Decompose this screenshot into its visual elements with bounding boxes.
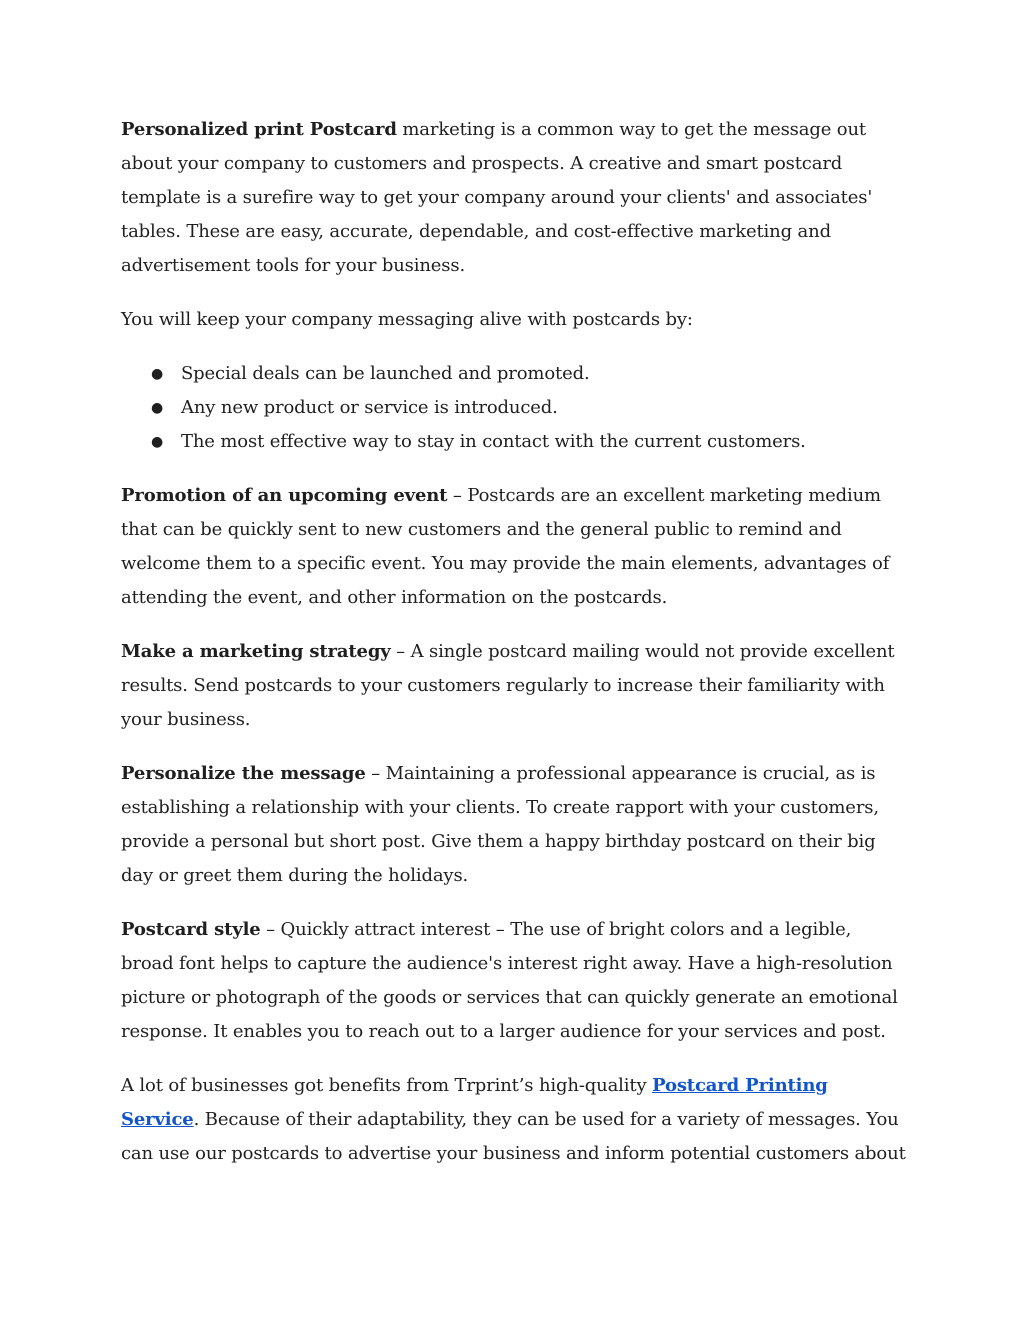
lead-paragraph: You will keep your company messaging alive with postcards by: [121,309,693,330]
bullet-icon: ● [151,366,164,382]
section-personalize-message [121,757,906,893]
intro-bold: Personalized print Postcard [121,119,397,140]
section-text: – Quickly attract interest – The use of bright colors and a legible, broad font helps to capture the audience's interest right away. Have a high-resolution picture or photograph of the goods or services that can quickly generate an emotional response. It enables you to reach out to a larger audience for your services and post. [121,919,898,1042]
list-item-text: Special deals can be launched and promoted. [181,363,590,384]
section-heading: Make a marketing strategy [121,641,391,662]
list-item [151,391,906,425]
bullet-icon: ● [151,434,164,450]
bullet-icon: ● [151,400,164,416]
list-item [151,357,906,391]
section-text: – Maintaining a professional appearance is crucial, as is establishing a relationship with your clients. To create rapport with your customers, provide a personal but short post. Give them a happy birthday postcard on their big day or greet them during the holidays. [121,763,879,886]
closing-text-before: A lot of businesses got benefits from Trprint’s high-quality [121,1075,653,1096]
section-upcoming-event [121,479,906,615]
section-heading: Postcard style [121,919,261,940]
section-postcard-style [121,913,906,1049]
postcard-printing-service-link[interactable]: Postcard Printing Service [121,1075,828,1130]
list-item [151,425,906,459]
list-item-text: The most effective way to stay in contact with the current customers. [181,431,806,452]
section-heading: Personalize the message [121,763,366,784]
intro-text: marketing is a common way to get the message out about your company to customers and prospects. A creative and smart postcard template is a surefire way to get your company around your clients' and associates' tables. These are easy, accurate, dependable, and cost-effective marketing and advertisement tools for your business. [121,119,873,276]
section-text: – Postcards are an excellent marketing medium that can be quickly sent to new customers and the general public to remind and welcome them to a specific event. You may provide the main elements, advantages of attending the event, and other information on the postcards. [121,485,890,608]
closing-text-after: . Because of their adaptability, they can be used for a variety of messages. You can use our postcards to advertise your business and inform potential customers about [121,1109,906,1164]
section-heading: Promotion of an upcoming event [121,485,448,506]
benefits-list [121,357,906,459]
closing-paragraph [121,1069,906,1171]
section-marketing-strategy [121,635,906,737]
section-text: – A single postcard mailing would not provide excellent results. Send postcards to your customers regularly to increase their familiarity with your business. [121,641,895,730]
intro-paragraph [121,113,906,283]
list-item-text: Any new product or service is introduced. [181,397,558,418]
